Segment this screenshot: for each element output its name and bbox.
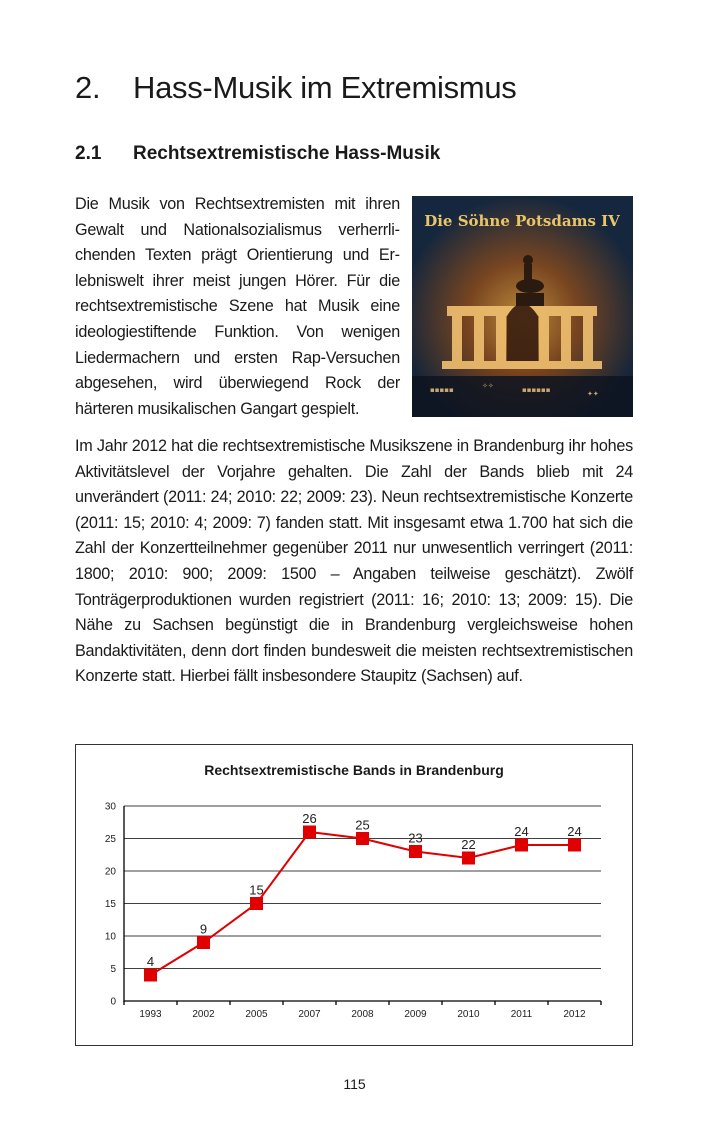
svg-text:✦✦: ✦✦ bbox=[587, 390, 599, 398]
y-tick-label: 25 bbox=[104, 834, 116, 845]
data-point bbox=[409, 845, 422, 858]
svg-text:▪▪▪▪▪: ▪▪▪▪▪ bbox=[430, 386, 454, 394]
data-label: 24 bbox=[514, 824, 529, 839]
page-number: 115 bbox=[343, 1076, 366, 1092]
x-tick-label: 2005 bbox=[245, 1009, 268, 1020]
x-tick-label: 2009 bbox=[404, 1009, 427, 1020]
x-tick-label: 2010 bbox=[457, 1009, 480, 1020]
x-tick-label: 1993 bbox=[139, 1009, 162, 1020]
data-point bbox=[250, 897, 263, 910]
y-tick-label: 0 bbox=[110, 996, 116, 1008]
body-paragraph: Im Jahr 2012 hat die rechtsextremistische Musikszene in Brandenburg ihr hohes Aktivitätslevel der Vorjahre gehalten. Die Zahl der Bands blieb mit 24 unverändert (2011: 24; 2010: 22; 2009: 23). Neun rechtsextremistische Konzerte (2011: 15; 2010: 4; 2009: 7) fanden statt. Mit insgesamt etwa 1.700 hat sich die Zahl der Konzertteilnehmer gegenüber 2011 nur unwesentlich verringert (2011: 1800; 2010: 900; 2009: 1500 – Angaben teilweise geschätzt). Zwölf Tonträgerproduktionen wurden registriert (2011: 16; 2010: 13; 2009: 15). Die Nähe zu Sachsen begünstigt die in Brandenburg vergleichsweise hohen Bandaktivitäten, denn dort finden bundesweit die meisten rechtsextremistischen Konzerte statt. Hierbei fällt insbesondere Staupitz (Sachsen) auf. bbox=[75, 437, 633, 686]
data-label: 24 bbox=[567, 824, 582, 839]
data-point bbox=[144, 969, 157, 982]
intro-paragraph: Die Musik von Rechtsextremisten mit ihren Gewalt und Nationalsozialismus verherrlichenden Texten prägt Orientierung und Erlebniswelt ihrer meist jungen Hörer. Für die rechtsextremistische Szene hat Musik eine ideologiestiftende Funktion. Von wenigen Liedermachern und ersten Rap-Versuchen abgesehen, wird überwiegend Rock der härteren musikalischen Gangart gespielt. bbox=[75, 195, 400, 418]
chart-frame bbox=[75, 744, 633, 1046]
chapter-heading bbox=[75, 70, 516, 106]
line-chart bbox=[76, 745, 632, 1045]
data-point bbox=[515, 839, 528, 852]
y-tick-label: 5 bbox=[110, 964, 116, 975]
data-label: 22 bbox=[461, 837, 476, 852]
svg-text:✧✧: ✧✧ bbox=[482, 382, 494, 390]
data-label: 23 bbox=[408, 830, 423, 846]
y-tick-label: 20 bbox=[104, 866, 116, 878]
data-point bbox=[568, 839, 581, 852]
y-tick-label: 30 bbox=[104, 801, 116, 813]
data-point bbox=[303, 826, 316, 839]
section-title: Rechtsextremistische Hass-Musik bbox=[133, 143, 441, 164]
x-tick-label: 2002 bbox=[192, 1009, 215, 1020]
chapter-number: 2. bbox=[75, 70, 101, 105]
data-label: 26 bbox=[302, 811, 317, 826]
data-point bbox=[197, 936, 210, 949]
chart-title: Rechtsextremistische Bands in Brandenburg bbox=[204, 762, 504, 778]
chapter-title: Hass-Musik im Extremismus bbox=[133, 70, 517, 105]
data-label: 4 bbox=[146, 954, 155, 969]
cover-title: Die Söhne Potsdams IV bbox=[424, 212, 620, 230]
data-label: 15 bbox=[249, 882, 264, 898]
section-number: 2.1 bbox=[75, 143, 102, 164]
data-point bbox=[462, 852, 475, 865]
x-tick-label: 2007 bbox=[298, 1009, 321, 1020]
data-label: 25 bbox=[355, 817, 370, 833]
album-cover-image bbox=[412, 196, 633, 417]
data-label: 9 bbox=[199, 921, 208, 937]
y-tick-label: 15 bbox=[104, 899, 116, 910]
y-tick-label: 10 bbox=[104, 931, 116, 943]
x-tick-label: 2008 bbox=[351, 1009, 374, 1020]
x-tick-label: 2011 bbox=[510, 1009, 533, 1020]
section-heading bbox=[75, 143, 440, 165]
svg-text:▪▪▪▪▪▪: ▪▪▪▪▪▪ bbox=[522, 386, 551, 394]
data-point bbox=[356, 832, 369, 845]
x-tick-label: 2012 bbox=[563, 1009, 586, 1020]
